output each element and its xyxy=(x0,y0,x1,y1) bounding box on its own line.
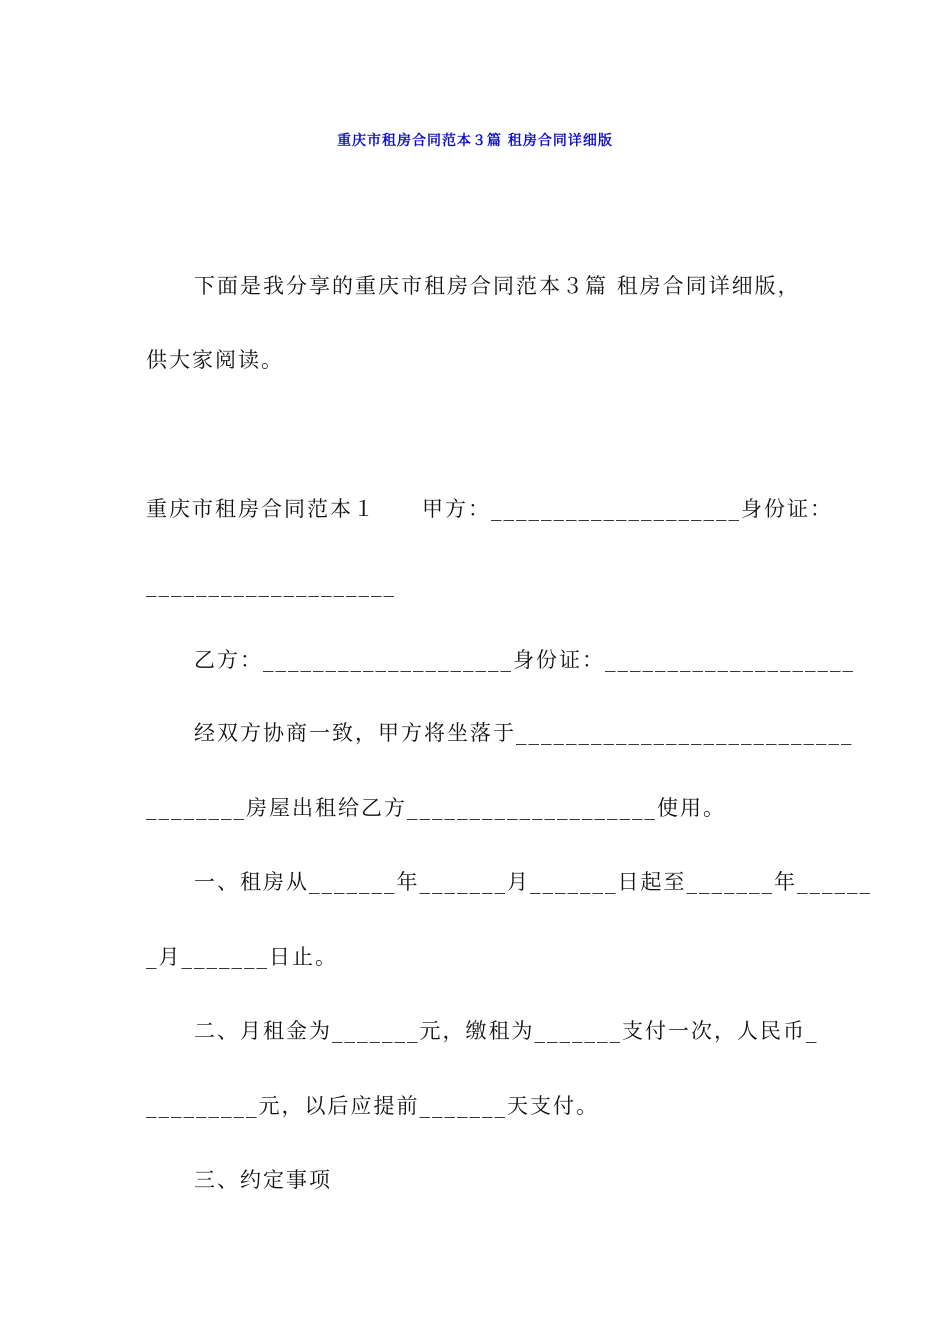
rent-line-2: _________元，以后应提前_______天支付。 xyxy=(146,1094,599,1118)
agreement-line-2: ________房屋出租给乙方____________________使用。 xyxy=(146,796,726,820)
term-line-1: 一、租房从_______年_______月_______日起至_______年______ xyxy=(194,870,872,894)
id-blank-line: ____________________ xyxy=(146,573,396,597)
document-title: 重庆市租房合同范本３篇 租房合同详细版 xyxy=(337,133,613,149)
intro-line-2: 供大家阅读。 xyxy=(146,348,284,372)
party-b-line: 乙方：____________________身份证：____________________ xyxy=(194,648,855,672)
term-line-2: _月_______日止。 xyxy=(146,945,338,969)
rent-line-1: 二、月租金为_______元，缴租为_______支付一次，人民币_ xyxy=(194,1019,819,1043)
section-3-heading: 三、约定事项 xyxy=(194,1168,332,1192)
agreement-line-1: 经双方协商一致，甲方将坐落于___________________________ xyxy=(194,721,854,745)
intro-line-1: 下面是我分享的重庆市租房合同范本３篇 租房合同详细版， xyxy=(194,274,801,298)
contract-header-line: 重庆市租房合同范本１ 甲方：____________________身份证： xyxy=(146,497,833,521)
